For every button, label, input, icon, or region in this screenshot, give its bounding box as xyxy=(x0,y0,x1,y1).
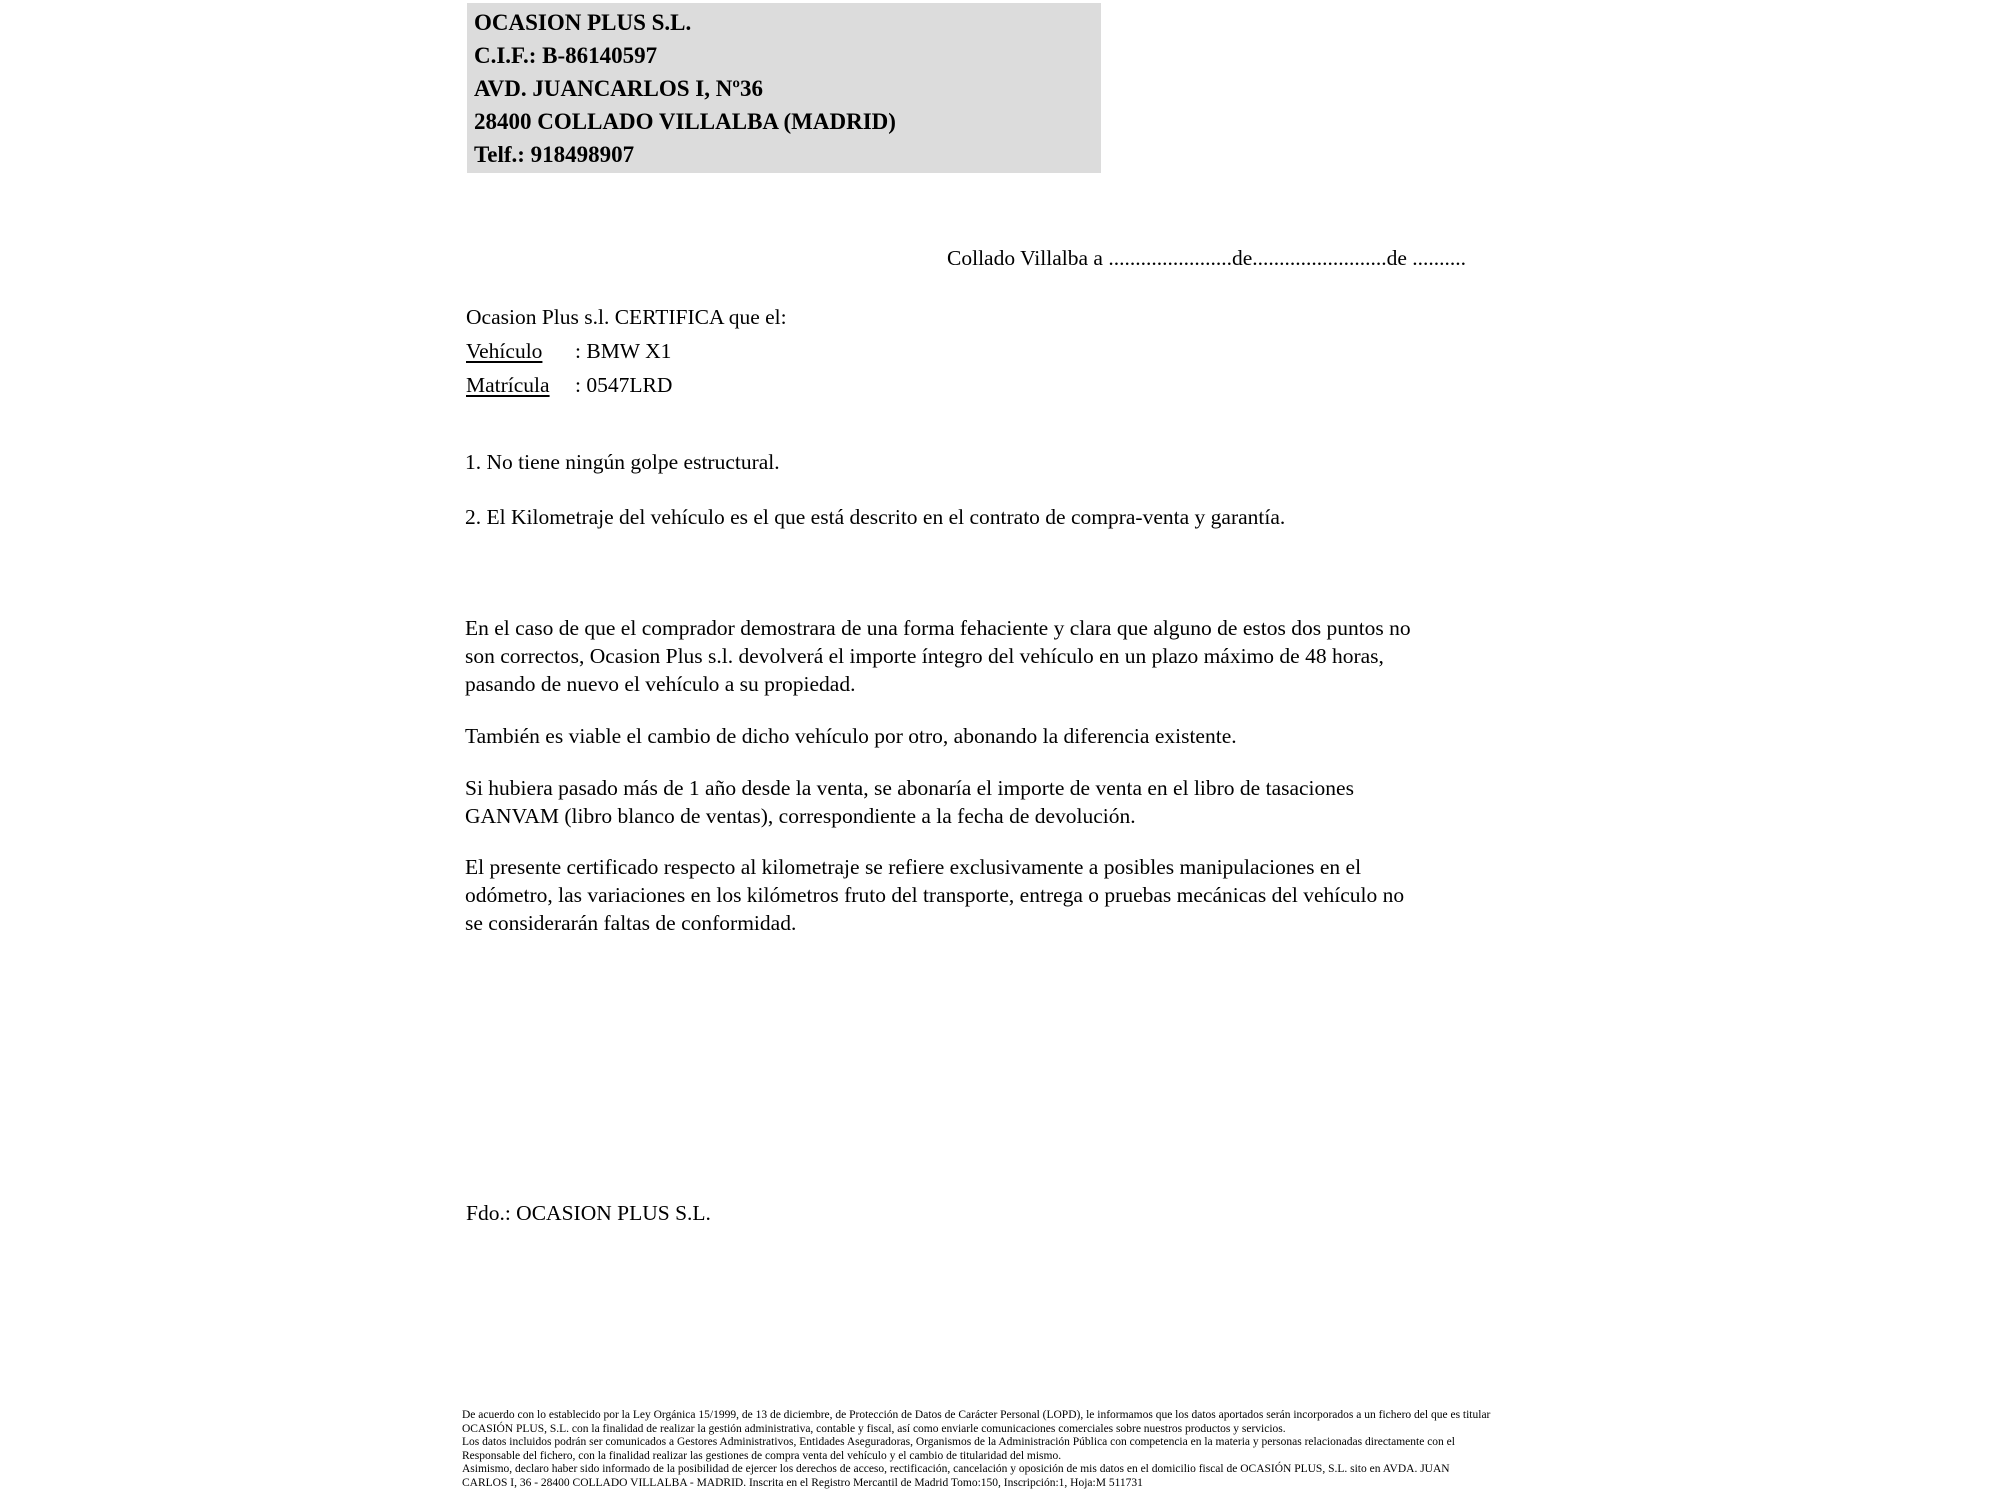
paragraph-ganvam xyxy=(465,774,1354,830)
plate-value: : 0547LRD xyxy=(575,373,673,397)
date-line: Collado Villalba a .......................de.........................de .......... xyxy=(947,246,1467,270)
paragraph-line: El presente certificado respecto al kilometraje se refiere exclusivamente a posibles manipulaciones en el xyxy=(465,855,1362,879)
legal-footer-line: De acuerdo con lo establecido por la Ley Orgánica 15/1999, de 13 de diciembre, de Protección de Datos de Carácter Personal (LOPD), le informamos que los datos aportados serán incorporados a un fichero del que es titular xyxy=(462,1409,1491,1421)
plate-label: Matrícula xyxy=(466,373,550,397)
letterhead-box xyxy=(467,3,1101,173)
paragraph-line: GANVAM (libro blanco de ventas), correspondiente a la fecha de devolución. xyxy=(465,804,1136,828)
paragraph-line: odómetro, las variaciones en los kilómetros fruto del transporte, entrega o pruebas mecánicas del vehículo no xyxy=(465,883,1405,907)
company-cif: C.I.F.: B-86140597 xyxy=(474,43,658,68)
legal-footer xyxy=(462,1409,1490,1490)
paragraph-line: También es viable el cambio de dicho vehículo por otro, abonando la diferencia existente. xyxy=(465,724,1237,748)
certification-block xyxy=(466,300,787,402)
paragraph-odometer xyxy=(465,853,1404,937)
signature-line: Fdo.: OCASION PLUS S.L. xyxy=(466,1201,711,1225)
paragraph-line: pasando de nuevo el vehículo a su propiedad. xyxy=(465,672,856,696)
plate-row xyxy=(466,368,787,402)
company-city: 28400 COLLADO VILLALBA (MADRID) xyxy=(474,109,896,134)
paragraph-line: son correctos, Ocasion Plus s.l. devolverá el importe íntegro del vehículo en un plazo máximo de 48 horas, xyxy=(465,644,1384,668)
vehicle-row xyxy=(466,334,787,368)
company-phone: Telf.: 918498907 xyxy=(474,142,635,167)
paragraph-line: Si hubiera pasado más de 1 año desde la venta, se abonaría el importe de venta en el libro de tasaciones xyxy=(465,776,1354,800)
company-name: OCASION PLUS S.L. xyxy=(474,10,692,35)
paragraph-line: En el caso de que el comprador demostrara de una forma fehaciente y clara que alguno de estos dos puntos no xyxy=(465,616,1411,640)
vehicle-label: Vehículo xyxy=(466,339,543,363)
legal-footer-line: CARLOS I, 36 - 28400 COLLADO VILLALBA - MADRID. Inscrita en el Registro Mercantil de Madrid Tomo:150, Inscripción:1, Hoja:M 511731 xyxy=(462,1476,1143,1489)
paragraph-line: se considerarán faltas de conformidad. xyxy=(465,911,797,935)
legal-footer-line: Los datos incluidos podrán ser comunicados a Gestores Administrativos, Entidades Aseguradoras, Organismos de la Administración Pública con competencia en la materia y personas relacionadas directamente con el xyxy=(462,1436,1455,1448)
legal-footer-line: OCASIÓN PLUS, S.L. con la finalidad de realizar la gestión administrativa, contable y fiscal, así como enviarle comunicaciones comerciales sobre nuestros productos y servicios. xyxy=(462,1422,1286,1435)
paragraph-refund xyxy=(465,614,1411,698)
statement-1: 1. No tiene ningún golpe estructural. xyxy=(465,450,780,474)
legal-footer-line: Asimismo, declaro haber sido informado de la posibilidad de ejercer los derechos de acceso, rectificación, cancelación y oposición de mis datos en el domicilio fiscal de OCASIÓN PLUS, S.L. sito en AVDA. JUAN xyxy=(462,1463,1450,1475)
paragraph-exchange xyxy=(465,722,1237,750)
company-address: AVD. JUANCARLOS I, Nº36 xyxy=(474,76,763,101)
statement-2: 2. El Kilometraje del vehículo es el que está descrito en el contrato de compra-venta y garantía. xyxy=(465,505,1286,529)
certification-intro: Ocasion Plus s.l. CERTIFICA que el: xyxy=(466,305,787,329)
vehicle-value: : BMW X1 xyxy=(575,339,672,363)
legal-footer-line: Responsable del fichero, con la finalidad realizar las gestiones de compra venta del vehículo y el cambio de titularidad del mismo. xyxy=(462,1449,1062,1462)
